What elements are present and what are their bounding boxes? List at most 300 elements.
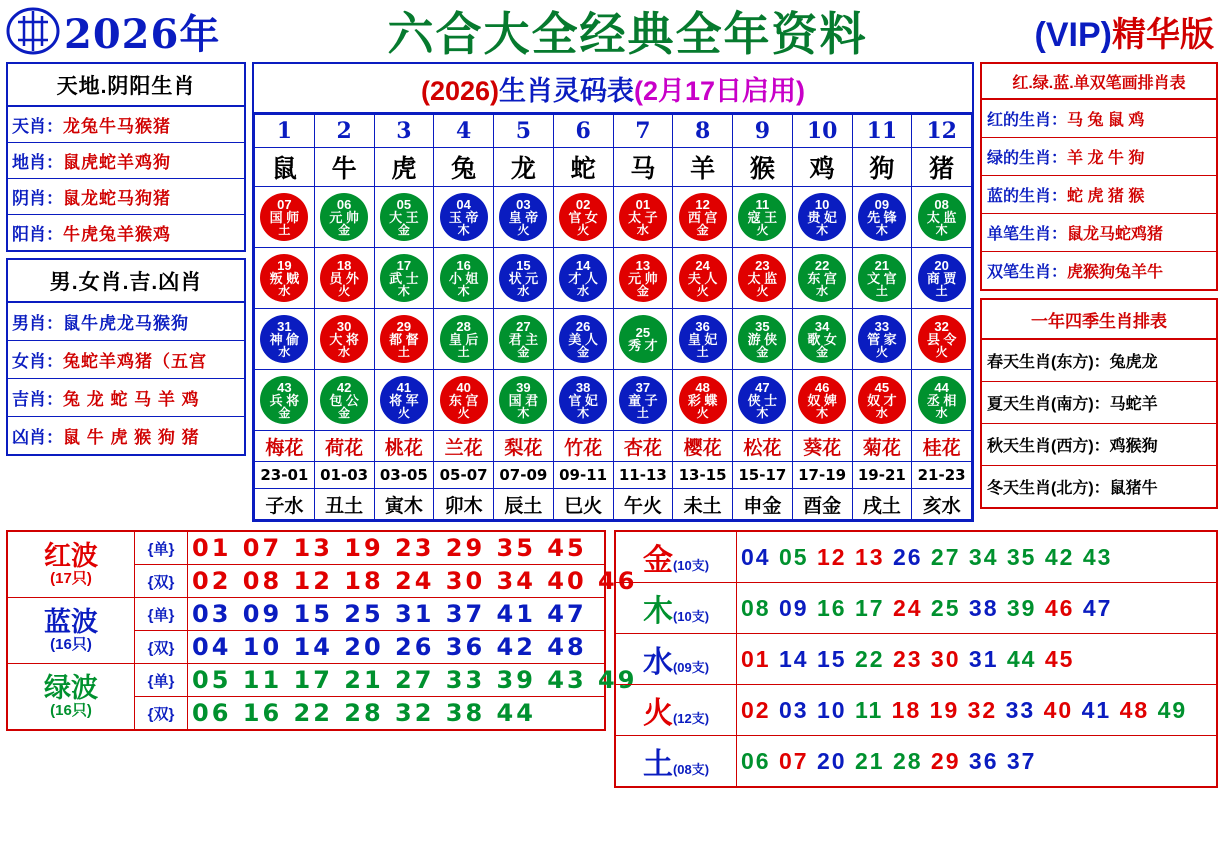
- table-row-flowers: [255, 431, 972, 462]
- element-number: 27: [930, 543, 969, 570]
- element-number: 07: [778, 747, 817, 774]
- ball-cell[interactable]: [613, 187, 673, 248]
- ball-cell[interactable]: [673, 309, 733, 370]
- list-item: [982, 340, 1216, 382]
- ball-cell[interactable]: [912, 248, 972, 309]
- list-item: [982, 466, 1216, 507]
- range-cell: 03-05: [374, 462, 434, 489]
- ball-title: 先 锋: [867, 210, 897, 225]
- element-number: 46: [1044, 594, 1083, 621]
- range-cell: 13-15: [673, 462, 733, 489]
- list-item: [982, 214, 1216, 252]
- element-numbers: [737, 685, 1218, 736]
- table-row: [7, 598, 605, 631]
- color-stroke-title: 红.绿.蓝.单双笔画排肖表: [982, 64, 1216, 100]
- wave-parity-tag: {单}: [135, 531, 188, 565]
- number-ball[interactable]: [260, 254, 308, 302]
- number-ball[interactable]: [499, 254, 547, 302]
- ball-cell[interactable]: [494, 370, 554, 431]
- row-value: 兔 龙 蛇 马 羊 鸡: [63, 390, 200, 409]
- number-ball[interactable]: [619, 254, 667, 302]
- ball-cell[interactable]: [852, 248, 912, 309]
- column-index: 12: [912, 115, 972, 148]
- wave-count: (17只): [50, 569, 92, 587]
- number-ball[interactable]: [260, 315, 308, 363]
- center-column: [252, 62, 974, 522]
- ball-element: 木: [816, 406, 829, 420]
- ball-title: 歌 女: [807, 332, 837, 347]
- wave-count: (16只): [50, 635, 92, 653]
- color-stroke-box: [980, 62, 1218, 291]
- ball-cell[interactable]: [434, 370, 494, 431]
- ball-number: 43: [277, 380, 292, 395]
- row-key: 天肖：: [12, 117, 63, 136]
- list-item: [982, 252, 1216, 289]
- wave-name: [7, 531, 135, 598]
- row-key: 单笔生肖：: [987, 226, 1068, 243]
- ball-number: 45: [874, 380, 890, 395]
- number-ball[interactable]: [320, 193, 368, 241]
- column-index: 1: [255, 115, 315, 148]
- number-ball[interactable]: [679, 193, 727, 241]
- element-cell: 子水: [255, 489, 315, 520]
- number-ball[interactable]: [858, 315, 906, 363]
- table-row: [7, 531, 605, 565]
- element-cell: 巳火: [553, 489, 613, 520]
- ball-number: 46: [814, 380, 830, 395]
- element-number: 14: [778, 645, 817, 672]
- ball-element: 土: [278, 223, 291, 237]
- number-ball[interactable]: [260, 376, 308, 424]
- row-value: 马 兔 鼠 鸡: [1067, 112, 1145, 129]
- wave-parity-tag: {双}: [135, 631, 188, 664]
- lingma-title-main: 生肖灵码表: [499, 76, 634, 106]
- number-ball[interactable]: [918, 315, 966, 363]
- table-row-balls: [255, 309, 972, 370]
- ball-cell[interactable]: [613, 309, 673, 370]
- zodiac-cell: 牛: [314, 148, 374, 187]
- table-row-numbers: [255, 115, 972, 148]
- number-ball[interactable]: [559, 254, 607, 302]
- ball-cell[interactable]: [912, 370, 972, 431]
- ball-cell[interactable]: [792, 309, 852, 370]
- ball-cell[interactable]: [494, 248, 554, 309]
- number-ball[interactable]: [798, 376, 846, 424]
- ball-cell[interactable]: [434, 187, 494, 248]
- row-key: 绿的生肖：: [987, 150, 1068, 167]
- element-number: 30: [930, 645, 969, 672]
- element-number: 05: [778, 543, 817, 570]
- five-element-panel: [614, 530, 1218, 788]
- tiandi-title: 天地.阴阳生肖: [8, 64, 244, 107]
- vip-label: (VIP): [1034, 15, 1112, 54]
- column-index: 9: [733, 115, 793, 148]
- page-header: [0, 0, 1224, 62]
- ball-number: 28: [456, 319, 471, 334]
- lingma-title: [254, 64, 972, 114]
- ball-number: 19: [277, 258, 292, 273]
- flower-cell: 荷花: [314, 431, 374, 462]
- ball-title: 西 宫: [687, 210, 718, 225]
- bottom-section: [0, 522, 1224, 788]
- ball-element: 土: [636, 406, 649, 420]
- ball-cell[interactable]: [792, 187, 852, 248]
- column-index: 3: [374, 115, 434, 148]
- ball-cell[interactable]: [673, 370, 733, 431]
- element-number: 44: [1006, 645, 1045, 672]
- ball-title: 包 公: [329, 393, 359, 408]
- ball-element: 金: [397, 223, 410, 237]
- ball-element: 水: [875, 406, 888, 420]
- number-ball[interactable]: [559, 193, 607, 241]
- list-item: [982, 424, 1216, 466]
- ball-cell[interactable]: [852, 187, 912, 248]
- row-key: 夏天生肖(南方)：: [987, 396, 1110, 413]
- ball-element: 木: [457, 284, 470, 298]
- ball-number: 33: [874, 319, 890, 334]
- row-key: 男肖：: [12, 314, 63, 333]
- number-ball[interactable]: [619, 315, 667, 363]
- number-ball[interactable]: [679, 254, 727, 302]
- zodiac-cell: 鸡: [792, 148, 852, 187]
- number-ball[interactable]: [440, 315, 488, 363]
- ball-element: 金: [338, 406, 351, 420]
- wave-numbers: 06 16 22 28 32 38 44: [188, 697, 606, 731]
- zodiac-cell: 狗: [852, 148, 912, 187]
- zodiac-cell: 马: [613, 148, 673, 187]
- number-ball[interactable]: [440, 254, 488, 302]
- column-index: 7: [613, 115, 673, 148]
- ball-number: 05: [396, 197, 412, 212]
- ball-number: 02: [575, 197, 591, 212]
- list-item: [982, 176, 1216, 214]
- number-ball[interactable]: [738, 376, 786, 424]
- flower-cell: 葵花: [792, 431, 852, 462]
- ball-element: 水: [338, 345, 351, 359]
- ball-cell[interactable]: [733, 187, 793, 248]
- wave-label: 绿波: [44, 673, 98, 704]
- number-ball[interactable]: [798, 254, 846, 302]
- row-value: 蛇 虎 猪 猴: [1067, 188, 1145, 205]
- ball-element: 木: [756, 406, 769, 420]
- number-ball[interactable]: [738, 315, 786, 363]
- ball-cell[interactable]: [255, 370, 315, 431]
- number-ball[interactable]: [499, 315, 547, 363]
- row-value: 鼠猪牛: [1109, 480, 1158, 497]
- ball-title: 大 将: [329, 332, 359, 347]
- ball-title: 元 帅: [329, 210, 359, 225]
- ball-cell[interactable]: [255, 187, 315, 248]
- range-cell: 05-07: [434, 462, 494, 489]
- ball-element: 水: [577, 284, 590, 298]
- element-cell: 丑土: [314, 489, 374, 520]
- ball-number: 37: [635, 380, 651, 395]
- ball-number: 15: [516, 258, 531, 273]
- wave-count: (16只): [50, 701, 92, 719]
- main-content: [0, 62, 1224, 522]
- wave-label: 蓝波: [44, 607, 98, 638]
- element-number: 26: [892, 543, 931, 570]
- number-ball[interactable]: [798, 193, 846, 241]
- element-number: 41: [1081, 696, 1120, 723]
- ball-cell[interactable]: [553, 309, 613, 370]
- element-cell: 寅木: [374, 489, 434, 520]
- flower-cell: 梨花: [494, 431, 554, 462]
- ball-element: 木: [397, 284, 410, 298]
- ball-cell[interactable]: [673, 248, 733, 309]
- element-label: 土: [642, 748, 673, 781]
- ball-cell[interactable]: [792, 370, 852, 431]
- number-ball[interactable]: [738, 254, 786, 302]
- flower-cell: 兰花: [434, 431, 494, 462]
- flower-cell: 松花: [733, 431, 793, 462]
- ball-element: 土: [457, 345, 470, 359]
- ball-cell[interactable]: [374, 248, 434, 309]
- element-number: 45: [1044, 645, 1075, 672]
- nanyu-jixiong-box: [6, 258, 246, 456]
- ball-cell[interactable]: [733, 309, 793, 370]
- number-ball[interactable]: [918, 193, 966, 241]
- flower-cell: 梅花: [255, 431, 315, 462]
- ball-cell[interactable]: [494, 187, 554, 248]
- ball-title: 玉 帝: [448, 210, 479, 225]
- ball-number: 26: [575, 319, 591, 334]
- ball-cell[interactable]: [733, 248, 793, 309]
- ball-cell[interactable]: [434, 248, 494, 309]
- row-key: 吉肖：: [12, 390, 63, 409]
- lingma-title-date: (2月17日启用): [634, 76, 806, 106]
- element-numbers: [737, 634, 1218, 685]
- range-cell: 23-01: [255, 462, 315, 489]
- element-number: 38: [968, 594, 1007, 621]
- ball-title: 才 人: [568, 271, 598, 286]
- ball-cell[interactable]: [553, 248, 613, 309]
- row-key: 凶肖：: [12, 428, 63, 447]
- column-index: 5: [494, 115, 554, 148]
- ball-title: 美 人: [568, 332, 598, 347]
- ball-cell[interactable]: [852, 309, 912, 370]
- ball-cell[interactable]: [613, 370, 673, 431]
- ball-title: 国 师: [269, 210, 300, 225]
- ball-element: 火: [577, 223, 590, 237]
- row-value: 龙兔牛马猴猪: [63, 117, 171, 136]
- wave-parity-tag: {单}: [135, 598, 188, 631]
- element-number: 15: [816, 645, 855, 672]
- element-number: 17: [854, 594, 893, 621]
- element-cell: 未土: [673, 489, 733, 520]
- ball-cell[interactable]: [553, 187, 613, 248]
- wave-numbers: 01 07 13 19 23 29 35 45: [188, 531, 606, 565]
- ball-number: 09: [874, 197, 890, 212]
- ball-title: 太 监: [926, 210, 957, 225]
- ball-element: 金: [338, 223, 351, 237]
- ball-number: 41: [396, 380, 412, 395]
- ball-cell[interactable]: [912, 187, 972, 248]
- element-number: 04: [741, 543, 779, 570]
- element-number: 03: [778, 696, 817, 723]
- element-cell: 戌土: [852, 489, 912, 520]
- list-item: [982, 100, 1216, 138]
- number-ball[interactable]: [858, 376, 906, 424]
- element-number: 06: [741, 747, 779, 774]
- element-number: 13: [854, 543, 893, 570]
- ball-element: 土: [935, 284, 948, 298]
- ball-cell[interactable]: [314, 370, 374, 431]
- number-ball[interactable]: [559, 315, 607, 363]
- ball-number: 14: [575, 258, 591, 273]
- range-cell: 09-11: [553, 462, 613, 489]
- ball-cell[interactable]: [434, 309, 494, 370]
- ball-number: 11: [755, 197, 770, 212]
- ball-cell[interactable]: [314, 187, 374, 248]
- element-label: 木: [642, 595, 673, 628]
- number-ball[interactable]: [380, 315, 428, 363]
- ball-number: 25: [635, 325, 651, 340]
- number-ball[interactable]: [679, 376, 727, 424]
- number-ball[interactable]: [619, 193, 667, 241]
- element-number: 28: [892, 747, 931, 774]
- ball-number: 06: [336, 197, 352, 212]
- element-count: (08支): [672, 762, 710, 777]
- ball-cell[interactable]: [553, 370, 613, 431]
- range-cell: 19-21: [852, 462, 912, 489]
- number-ball[interactable]: [499, 376, 547, 424]
- ball-title: 秀 才: [628, 338, 658, 353]
- ball-cell[interactable]: [374, 370, 434, 431]
- ball-number: 32: [934, 319, 949, 334]
- number-ball[interactable]: [918, 376, 966, 424]
- wave-parity-tag: {单}: [135, 664, 188, 697]
- right-column: [980, 62, 1218, 509]
- number-ball[interactable]: [440, 376, 488, 424]
- row-key: 地肖：: [12, 153, 63, 172]
- number-ball[interactable]: [380, 254, 428, 302]
- row-key: 蓝的生肖：: [987, 188, 1068, 205]
- ball-cell[interactable]: [255, 309, 315, 370]
- ball-element: 金: [278, 406, 291, 420]
- ball-number: 12: [695, 197, 710, 212]
- page-title: 六合大全经典全年资料: [387, 7, 868, 61]
- number-ball[interactable]: [499, 193, 547, 241]
- element-number: 20: [816, 747, 855, 774]
- vip-badge: [1035, 7, 1220, 56]
- row-value: 鼠龙蛇马狗猪: [63, 189, 171, 208]
- number-ball[interactable]: [918, 254, 966, 302]
- zodiac-cell: 猴: [733, 148, 793, 187]
- list-item: [8, 341, 244, 379]
- ball-number: 08: [934, 197, 949, 212]
- ball-cell[interactable]: [374, 309, 434, 370]
- range-cell: 15-17: [733, 462, 793, 489]
- ball-cell[interactable]: [613, 248, 673, 309]
- element-number: 36: [968, 747, 1007, 774]
- nanyu-title: 男.女肖.吉.凶肖: [8, 260, 244, 303]
- table-row: [615, 685, 1217, 736]
- ball-number: 29: [396, 319, 412, 334]
- ball-number: 03: [516, 197, 531, 212]
- number-ball[interactable]: [320, 254, 368, 302]
- element-number: 33: [1005, 696, 1044, 723]
- ball-cell[interactable]: [374, 187, 434, 248]
- element-number: 01: [741, 645, 779, 672]
- ball-cell[interactable]: [673, 187, 733, 248]
- row-key: 阳肖：: [12, 225, 63, 244]
- ball-cell[interactable]: [314, 309, 374, 370]
- number-ball[interactable]: [559, 376, 607, 424]
- row-value: 兔虎龙: [1109, 354, 1158, 371]
- ball-title: 兵 将: [269, 393, 300, 408]
- element-cell: 亥水: [912, 489, 972, 520]
- element-cell: 卯木: [434, 489, 494, 520]
- number-ball[interactable]: [679, 315, 727, 363]
- ball-element: 火: [935, 345, 948, 359]
- ball-element: 土: [875, 284, 888, 298]
- ball-cell[interactable]: [852, 370, 912, 431]
- flower-cell: 竹花: [553, 431, 613, 462]
- ball-number: 48: [695, 380, 710, 395]
- ball-title: 贵 妃: [807, 210, 837, 225]
- ball-element: 水: [278, 345, 291, 359]
- element-number: 37: [1006, 747, 1037, 774]
- ball-number: 35: [755, 319, 770, 334]
- logo-icon: [4, 5, 62, 57]
- ball-title: 丞 相: [926, 393, 957, 408]
- element-number: 02: [741, 696, 779, 723]
- ball-number: 34: [814, 319, 830, 334]
- number-ball[interactable]: [858, 193, 906, 241]
- number-ball[interactable]: [858, 254, 906, 302]
- ball-title: 神 偷: [269, 332, 300, 347]
- element-number: 40: [1043, 696, 1082, 723]
- ball-title: 彩 蝶: [687, 393, 718, 408]
- left-column: [6, 62, 246, 456]
- number-ball[interactable]: [619, 376, 667, 424]
- ball-element: 火: [756, 223, 769, 237]
- ball-number: 16: [456, 258, 471, 273]
- ball-number: 39: [516, 380, 531, 395]
- ball-cell[interactable]: [912, 309, 972, 370]
- element-cell: 申金: [733, 489, 793, 520]
- lingma-table: [254, 114, 972, 520]
- zodiac-cell: 兔: [434, 148, 494, 187]
- table-row-ranges: [255, 462, 972, 489]
- element-number: 42: [1044, 543, 1083, 570]
- number-ball[interactable]: [320, 376, 368, 424]
- row-key: 女肖：: [12, 352, 63, 371]
- number-ball[interactable]: [320, 315, 368, 363]
- column-index: 4: [434, 115, 494, 148]
- zodiac-cell: 羊: [673, 148, 733, 187]
- number-ball[interactable]: [440, 193, 488, 241]
- ball-cell[interactable]: [494, 309, 554, 370]
- ball-cell[interactable]: [792, 248, 852, 309]
- ball-element: 水: [517, 284, 530, 298]
- ball-cell[interactable]: [314, 248, 374, 309]
- ball-cell[interactable]: [733, 370, 793, 431]
- lingma-table-box: [252, 62, 974, 522]
- element-number: 16: [816, 594, 855, 621]
- row-value: 鸡猴狗: [1109, 438, 1158, 455]
- number-ball[interactable]: [380, 193, 428, 241]
- wave-table: [6, 530, 638, 731]
- range-cell: 07-09: [494, 462, 554, 489]
- number-ball[interactable]: [798, 315, 846, 363]
- number-ball[interactable]: [738, 193, 786, 241]
- number-ball[interactable]: [260, 193, 308, 241]
- ball-cell[interactable]: [255, 248, 315, 309]
- number-ball[interactable]: [380, 376, 428, 424]
- element-number: 49: [1157, 696, 1188, 723]
